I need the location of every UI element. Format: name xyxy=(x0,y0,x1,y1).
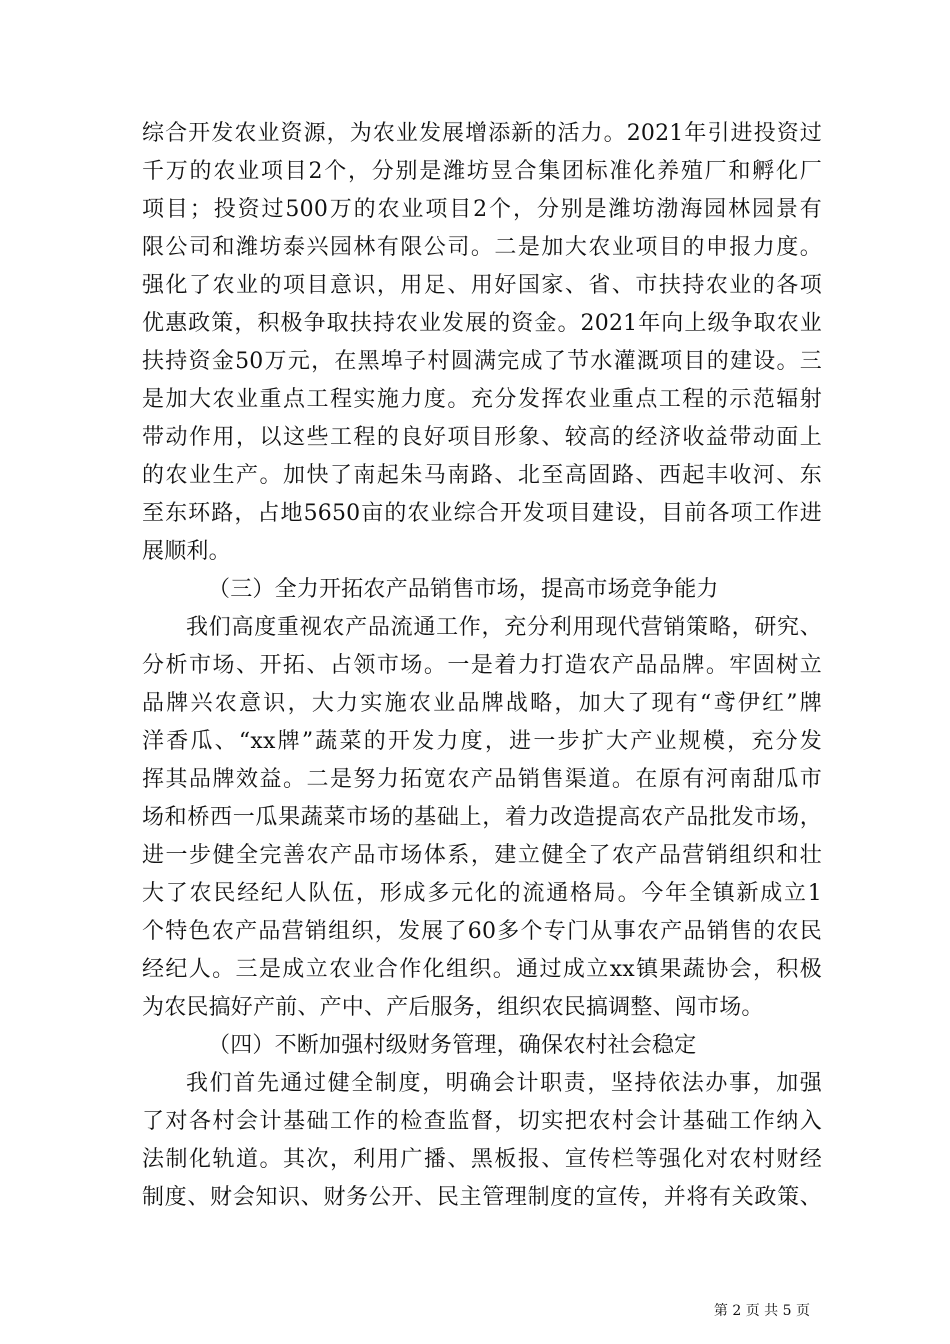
text-line: 了对各村会计基础工作的检查监督，切实把农村会计基础工作纳入 xyxy=(142,1109,822,1134)
section-heading-3: （三）全力开拓农产品销售市场，提高市场竞争能力 xyxy=(208,577,719,602)
text-line: 限公司和潍坊泰兴园林有限公司。二是加大农业项目的申报力度。 xyxy=(142,235,822,260)
text-line: 大了农民经纪人队伍，形成多元化的流通格局。今年全镇新成立1 xyxy=(142,881,822,906)
text-line: 展顺利。 xyxy=(142,539,231,564)
section-heading-4: （四）不断加强村级财务管理，确保农村社会稳定 xyxy=(208,1033,697,1058)
text-line: 我们首先通过健全制度，明确会计职责，坚持依法办事，加强 xyxy=(186,1071,822,1096)
text-line: 洋香瓜、“xx牌”蔬菜的开发力度，进一步扩大产业规模，充分发 xyxy=(142,729,822,754)
text-line: 挥其品牌效益。二是努力拓宽农产品销售渠道。在原有河南甜瓜市 xyxy=(142,767,822,792)
text-line: 经纪人。三是成立农业合作化组织。通过成立xx镇果蔬协会，积极 xyxy=(142,957,822,982)
text-line: 为农民搞好产前、产中、产后服务，组织农民搞调整、闯市场。 xyxy=(142,995,764,1020)
text-line: 带动作用，以这些工程的良好项目形象、较高的经济收益带动面上 xyxy=(142,425,822,450)
text-line: 法制化轨道。其次，利用广播、黑板报、宣传栏等强化对农村财经 xyxy=(142,1147,822,1172)
text-line: 优惠政策，积极争取扶持农业发展的资金。2021年向上级争取农业 xyxy=(142,311,822,336)
text-line: 至东环路，占地5650亩的农业综合开发项目建设，目前各项工作进 xyxy=(142,501,822,526)
text-line: 综合开发农业资源，为农业发展增添新的活力。2021年引进投资过 xyxy=(142,121,822,146)
text-line: 我们高度重视农产品流通工作，充分利用现代营销策略，研究、 xyxy=(186,615,822,640)
text-line: 项目；投资过500万的农业项目2个，分别是潍坊渤海园林园景有 xyxy=(142,197,822,222)
text-line: 品牌兴农意识，大力实施农业品牌战略，加大了现有“鸢伊红”牌 xyxy=(142,691,822,716)
text-line: 制度、财会知识、财务公开、民主管理制度的宣传，并将有关政策、 xyxy=(142,1185,822,1210)
text-line: 分析市场、开拓、占领市场。一是着力打造农产品品牌。牢固树立 xyxy=(142,653,822,678)
text-line: 强化了农业的项目意识，用足、用好国家、省、市扶持农业的各项 xyxy=(142,273,822,298)
text-line: 的农业生产。加快了南起朱马南路、北至高固路、西起丰收河、东 xyxy=(142,463,822,488)
text-line: 千万的农业项目2个，分别是潍坊昱合集团标准化养殖厂和孵化厂 xyxy=(142,159,822,184)
text-line: 扶持资金50万元，在黑埠子村圆满完成了节水灌溉项目的建设。三 xyxy=(142,349,822,374)
text-line: 场和桥西一瓜果蔬菜市场的基础上，着力改造提高农产品批发市场， xyxy=(142,805,822,830)
text-line: 个特色农产品营销组织，发展了60多个专门从事农产品销售的农民 xyxy=(142,919,822,944)
page-number: 第 2 页 共 5 页 xyxy=(713,1303,810,1319)
text-line: 是加大农业重点工程实施力度。充分发挥农业重点工程的示范辐射 xyxy=(142,387,822,412)
text-line: 进一步健全完善农产品市场体系，建立健全了农产品营销组织和壮 xyxy=(142,843,822,868)
